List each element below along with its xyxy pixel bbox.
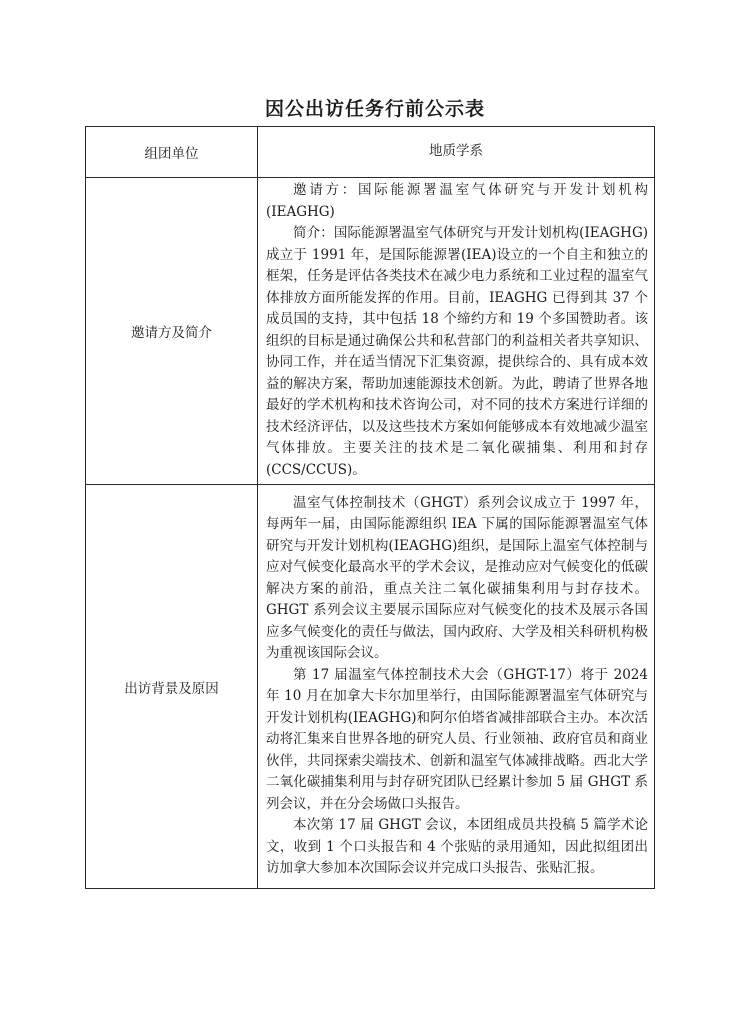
inviter-intro-paragraph: 简介：国际能源署温室气体研究与开发计划机构(IEAGHG)成立于 1991 年，是国际能源署(IEA)设立的一个自主和独立的框架，任务是评估各类技术在减少电力系统和工业过程的温室气体排放方面所能发挥的作用。目前，IEAGHG 已得到其 37 个成员国的支持，其中包括 18 个缔约方和 19 个多国赞助者。该组织的目标是通过确保公共和私营部门的利益相关者共享知识、协同工作，并在适当情况下汇集资源，提供综合的、具有成本效益的解决方案，帮助加速能源技术创新。为此，聘请了世界各地最好的学术机构和技术咨询公司，对不同的技术方案进行详细的技术经济评估，以及这些技术方案如何能够成本有效地减少温室气体排放。主要关注的技术是二氧化碳捕集、利用和封存(CCS/CCUS)。 <box>266 225 648 478</box>
inviter-content <box>258 178 655 485</box>
background-content <box>258 485 655 889</box>
table-row <box>86 127 655 178</box>
background-paragraph-1: 温室气体控制技术（GHGT）系列会议成立于 1997 年，每两年一届，由国际能源组织 IEA 下属的国际能源署温室气体研究与开发计划机构(IEAGHG)组织，是国际上温室气体控制与应对气候变化最高水平的学术会议，是推动应对气候变化的低碳解决方案的前沿，重点关注二氧化碳捕集利用与封存技术。GHGT 系列会议主要展示国际应对气候变化的技术及展示各国应多气候变化的责任与做法，国内政府、大学及相关科研机构极为重视该国际会议。 <box>266 494 648 661</box>
inviter-name-paragraph: 邀请方：国际能源署温室气体研究与开发计划机构(IEAGHG) <box>266 182 648 220</box>
unit-label: 组团单位 <box>86 127 258 178</box>
table-row <box>86 485 655 889</box>
background-paragraph-3: 本次第 17 届 GHGT 会议，本团组成员共投稿 5 篇学术论文，收到 1 个口头报告和 4 个张贴的录用通知，因此拟组团出访加拿大参加本次国际会议并完成口头报告、张贴汇报。 <box>266 817 648 876</box>
background-paragraph-2: 第 17 届温室气体控制技术大会（GHGT-17）将于 2024 年 10 月在加拿大卡尔加里举行，由国际能源署温室气体研究与开发计划机构(IEAGHG)和阿尔伯塔省减排部联合主办。本次活动将汇集来自世界各地的研究人员、行业领袖、政府官员和商业伙伴，共同探索尖端技术、创新和温室气体减排战略。西北大学二氧化碳捕集利用与封存研究团队已经累计参加 5 届 GHGT 系列会议，并在分会场做口头报告。 <box>266 666 648 812</box>
disclosure-table <box>85 126 655 889</box>
background-label: 出访背景及原因 <box>86 485 258 889</box>
unit-value: 地质学系 <box>258 127 655 178</box>
page-title: 因公出访任务行前公示表 <box>264 98 485 120</box>
inviter-label: 邀请方及简介 <box>86 178 258 485</box>
table-row <box>86 178 655 485</box>
